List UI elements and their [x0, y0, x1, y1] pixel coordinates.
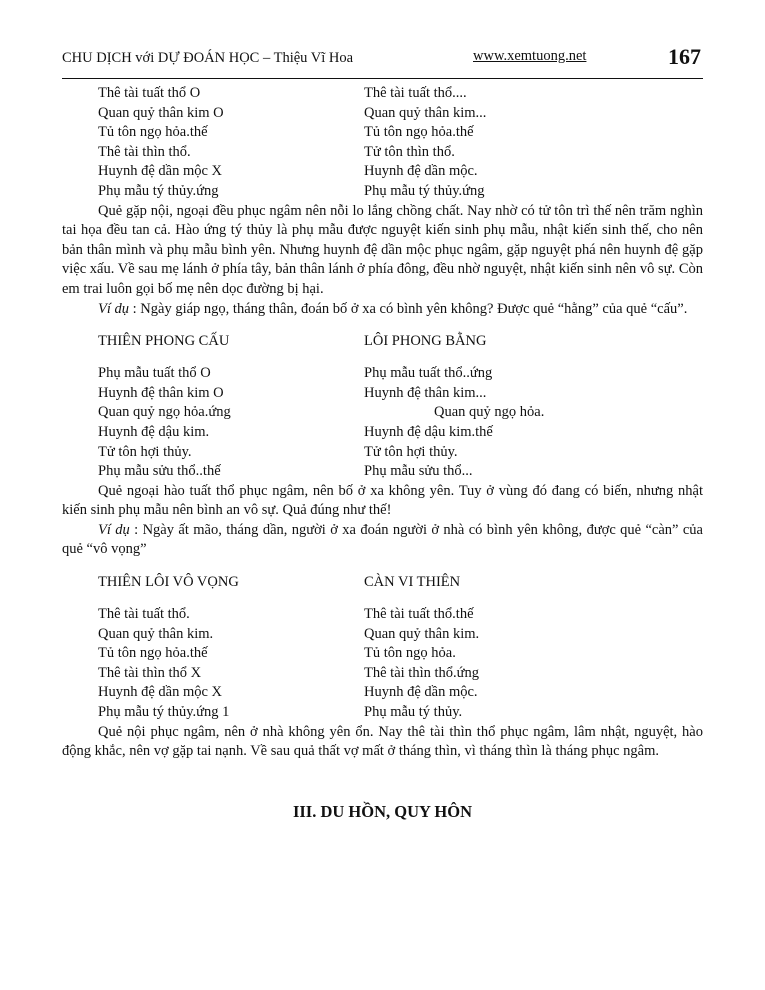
hexagram-block-2 [62, 364, 703, 482]
paragraph: Quẻ ngoại hào tuất thổ phục ngâm, nên bố ở xa không yên. Tuy ở vùng đó đang có biến, nhưng nhật kiến sinh phụ mẫu nên bình an vô sự. Quả đúng như thế! [62, 482, 703, 519]
book-title: CHU DỊCH với DỰ ĐOÁN HỌC – Thiệu Vĩ Hoa [62, 50, 354, 66]
hexagram-line: Huynh đệ dậu kim. Huynh đệ dậu kim.thế [98, 423, 493, 440]
hexagram-line: Thê tài thìn thổ. Tử tôn thìn thổ. [98, 143, 455, 160]
hexagram-line: Thê tài tuất thổ O Thê tài tuất thổ.... [98, 85, 467, 101]
hexagram-titles [62, 329, 703, 354]
hexagram-title-right: CÀN VI THIÊN [364, 574, 461, 591]
hexagram-line: Tủ tôn ngọ hỏa.thế Tủ tôn ngọ hỏa. [98, 645, 456, 662]
hexagram-line: Huynh đệ dần mộc X Huynh đệ dần mộc. [98, 684, 478, 701]
hexagram-line: Quan quỷ thân kim. Quan quỷ thân kim. [98, 625, 480, 642]
page-body [62, 84, 703, 822]
hexagram-title-right: LÔI PHONG BẰNG [364, 333, 487, 350]
hexagram-block-3 [62, 605, 703, 723]
hexagram-line: Tử tôn hợi thủy. Tử tôn hợi thủy. [98, 443, 458, 460]
example-label: Ví dụ [98, 300, 130, 317]
hexagram-line: Huynh đệ dần mộc X Huynh đệ dần mộc. [98, 163, 478, 180]
hexagram-line: Phụ mẫu tý thủy.ứng Phụ mẫu tý thủy.ứng [98, 182, 485, 199]
example-paragraph [62, 300, 703, 320]
page-header [62, 44, 703, 79]
paragraph: Quẻ gặp nội, ngoại đều phục ngâm nên nỗi lo lắng chồng chất. Nay nhờ có tử tôn trì thế nên trăm nghìn tai họa đều tan cả. Hào ứng tý thủy là phụ mẫu được nguyệt kiến sinh phụ mẫu, nhật kiến sinh thế, cho nên bản thân mình và phụ mẫu bình yên. Nhưng huynh đệ dần mộc phục ngâm, gặp nguyệt phá nên huynh đệ gặp việc xấu. Về sau mẹ lánh ở phía tây, bản thân lánh ở phía đông, đều nhờ nguyệt, nhật kiến sinh nên vô sự. Còn em trai luôn gọi bố mẹ nên dọc đường bị hại. [62, 202, 703, 297]
hexagram-line: Quan quỷ ngọ hỏa.ứng Quan quỷ ngọ hỏa. [98, 404, 545, 421]
example-text: : Ngày ất mão, tháng dần, người ở xa đoán người ở nhà có bình yên không, được quẻ “càn” của quẻ “vô vọng” [62, 521, 703, 558]
paragraph: Quẻ nội phục ngâm, nên ở nhà không yên ổn. Nay thê tài thìn thổ phục ngâm, lâm nhật, nguyệt, hào động khắc, nên vợ gặp tai nạnh. Về sau quả thất vợ mất ở tháng thìn, vì tháng thìn là tháng phục ngâm. [62, 723, 703, 760]
hexagram-titles [62, 570, 703, 595]
example-paragraph [62, 521, 703, 560]
hexagram-line: Thê tài tuất thổ. Thê tài tuất thổ.thế [98, 606, 474, 623]
hexagram-title-left: THIÊN PHONG CẤU [98, 333, 230, 350]
page-number: 167 [668, 44, 701, 69]
hexagram-line: Phụ mẫu tuất thổ O Phụ mẫu tuất thổ..ứng [98, 365, 493, 382]
example-label: Ví dụ [98, 521, 130, 538]
hexagram-line: Huynh đệ thân kim O Huynh đệ thân kim... [98, 384, 487, 401]
hexagram-line: Phụ mẫu sửu thổ..thế Phụ mẫu sửu thổ... [98, 463, 473, 480]
section-heading: III. DU HỒN, QUY HÔN [292, 801, 473, 821]
hexagram-line: Quan quỷ thân kim O Quan quỷ thân kim... [98, 104, 487, 121]
hexagram-line: Thê tài thìn thổ X Thê tài thìn thổ.ứng [98, 664, 479, 681]
hexagram-line: Phụ mẫu tý thủy.ứng 1 Phụ mẫu tý thủy. [98, 704, 463, 721]
hexagram-title-left: THIÊN LÔI VÔ VỌNG [98, 574, 239, 591]
hexagram-line: Tủ tôn ngọ hỏa.thế Tủ tôn ngọ hỏa.thế [98, 124, 474, 141]
website-link[interactable]: www.xemtuong.net [473, 48, 587, 64]
example-text: : Ngày giáp ngọ, tháng thân, đoán bố ở xa có bình yên không? Được quẻ “hằng” của quẻ “cấu”. [129, 300, 688, 317]
hexagram-block-1 [62, 84, 703, 202]
